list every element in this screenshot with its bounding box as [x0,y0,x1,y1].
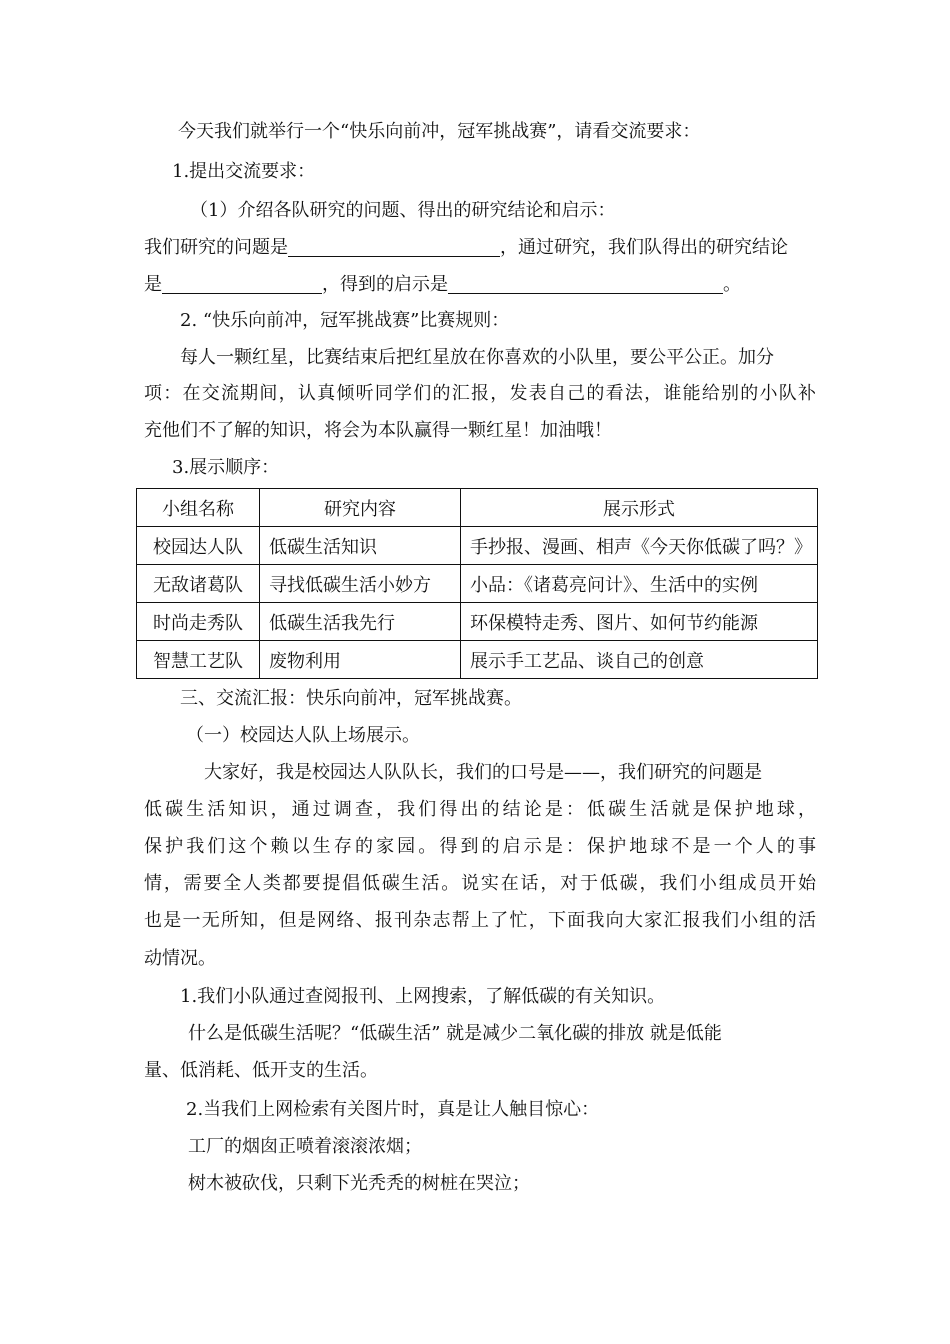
rules-line-1: 每人一颗红星，比赛结束后把红星放在你喜欢的小队里，要公平公正。加分 [180,347,774,368]
item3-title: 3.展示顺序： [172,457,280,478]
speech-line-6: 动情况。 [144,948,216,969]
table-row [137,641,818,679]
blank-inspiration [448,273,723,294]
table-cell: 寻找低碳生活小妙方 [260,565,461,603]
rules-line-2: 项：在交流期间，认真倾听同学们的汇报，发表自己的看法，谁能给别的小队补 [144,383,816,404]
table-cell: 校园达人队 [137,527,260,565]
speech-line-4: 情，需要全人类都要提倡低碳生活。说实在话，对于低碳，我们小组成员开始 [144,873,816,894]
table-cell: 低碳生活我先行 [260,603,461,641]
sub1-title: （一）校园达人队上场展示。 [186,725,420,746]
blank-conclusion [162,273,322,294]
table-cell: 环保模特走秀、图片、如何节约能源 [461,603,818,641]
speech-line-5: 也是一无所知，但是网络、报刊杂志帮上了忙，下面我向大家汇报我们小组的活 [144,910,816,931]
table-cell: 无敌诸葛队 [137,565,260,603]
item1-subtitle: （1）介绍各队研究的问题、得出的研究结论和启示： [190,200,616,221]
table-header-cell: 小组名称 [137,489,260,527]
table-cell: 智慧工艺队 [137,641,260,679]
fill-text-question: 我们研究的问题是 [144,237,288,258]
paragraph-chimney: 工厂的烟囱正喷着滚滚浓烟； [188,1136,422,1157]
fill-text-period: 。 [723,274,741,295]
table-cell: 小品：《诸葛亮问计》、生活中的实例 [461,565,818,603]
fill-text-shi: 是 [144,274,162,295]
speech-line-3: 保护我们这个赖以生存的家园。得到的启示是：保护地球不是一个人的事 [144,836,816,857]
blank-question [288,236,500,257]
display-order-table [136,488,818,679]
intro-paragraph: 今天我们就举行一个“快乐向前冲，冠军挑战赛”，请看交流要求： [178,121,701,142]
section3-title: 三、交流汇报：快乐向前冲，冠军挑战赛。 [180,688,522,709]
paragraph-trees: 树木被砍伐，只剩下光秃秃的树桩在哭泣； [188,1173,530,1194]
speech-line-2: 低碳生活知识，通过调查，我们得出的结论是：低碳生活就是保护地球， [144,799,816,820]
table-header-cell: 研究内容 [260,489,461,527]
item1-title: 1.提出交流要求： [172,161,316,182]
table-row [137,527,818,565]
table-cell: 手抄报、漫画、相声《今天你低碳了吗？》 [461,527,818,565]
item2-title: 2. “快乐向前冲，冠军挑战赛”比赛规则： [180,310,510,331]
low-carbon-definition-line-2: 量、低消耗、低开支的生活。 [144,1060,378,1081]
fill-in-line-1 [144,236,950,259]
paragraph-images: 2.当我们上网检索有关图片时，真是让人触目惊心： [186,1099,600,1120]
rules-line-3: 充他们不了解的知识，将会为本队赢得一颗红星！加油哦！ [144,420,612,441]
table-header-row [137,489,818,527]
table-cell: 废物利用 [260,641,461,679]
fill-text-inspiration: ，得到的启示是 [322,274,448,295]
table-cell: 时尚走秀队 [137,603,260,641]
low-carbon-definition-line-1: 什么是低碳生活呢？“低碳生活” 就是减少二氧化碳的排放 就是低能 [188,1023,722,1044]
fill-in-line-2 [144,273,950,296]
table-cell: 展示手工艺品、谈自己的创意 [461,641,818,679]
table-header-cell: 展示形式 [461,489,818,527]
table-row [137,603,818,641]
table-row [137,565,818,603]
speech-line-1: 大家好，我是校园达人队队长，我们的口号是——，我们研究的问题是 [204,762,762,783]
paragraph-search: 1.我们小队通过查阅报刊、上网搜索，了解低碳的有关知识。 [180,986,666,1007]
table-cell: 低碳生活知识 [260,527,461,565]
fill-text-conclusion: ，通过研究，我们队得出的研究结论 [500,237,788,258]
